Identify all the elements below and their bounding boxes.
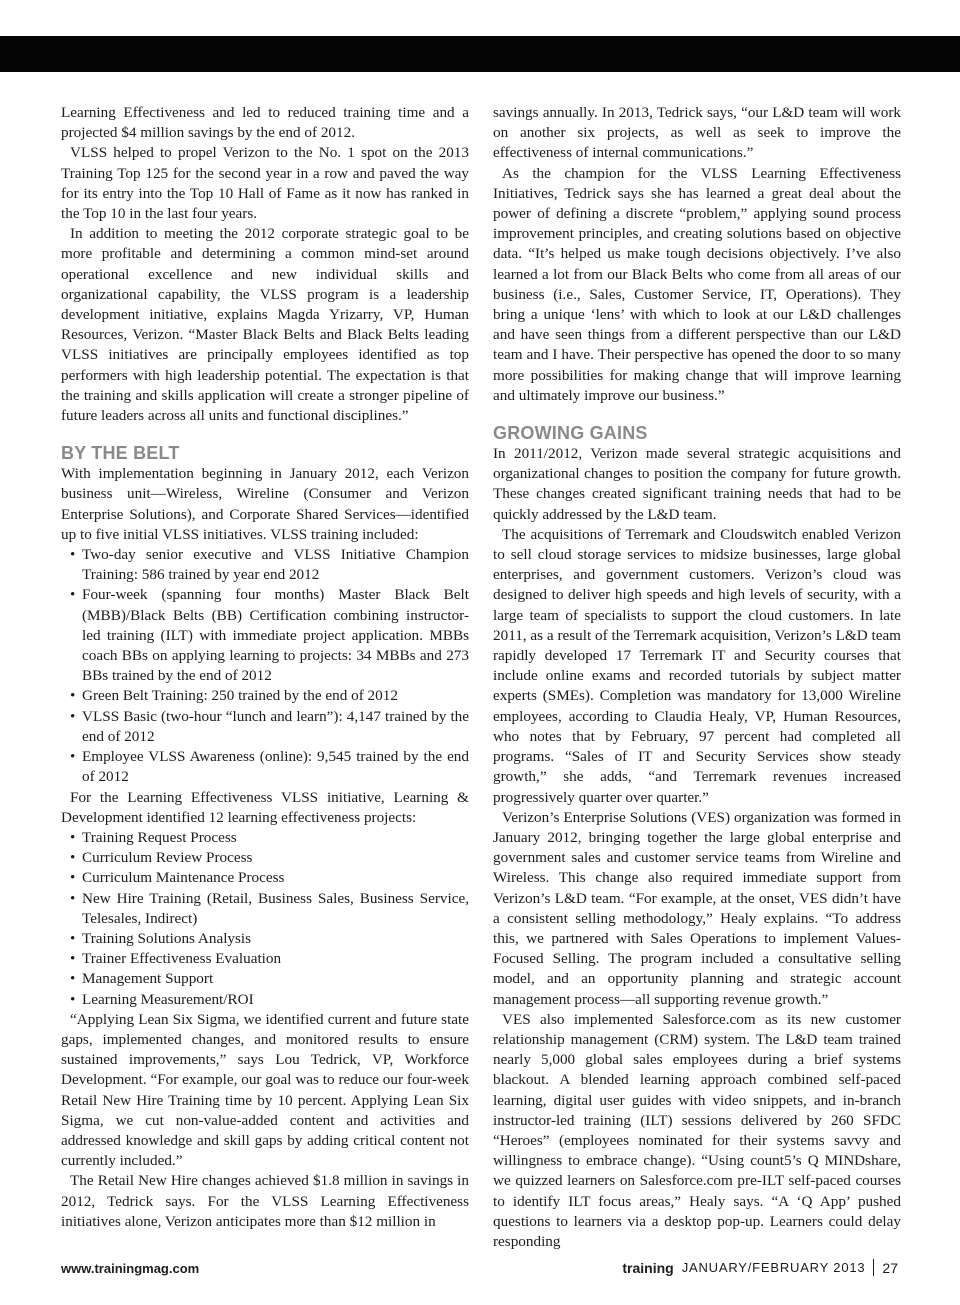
paragraph: With implementation beginning in January 2012, each Verizon business unit—Wireless, Wireline (Consumer and Verizon Enterprise Solutions), and Corporate Shared Services—identified up to five initial VLSS initiatives. VLSS training included: xyxy=(61,465,469,543)
list-item: • Trainer Effectiveness Evaluation xyxy=(61,949,469,969)
page-number: 27 xyxy=(882,1259,898,1276)
paragraph: savings annually. In 2013, Tedrick says, “our L&D team will work on another six projects, as well as seek to improve the effectiveness of internal communications.” xyxy=(493,104,901,162)
paragraph: For the Learning Effectiveness VLSS initiative, Learning & Development identified 12 learning effectiveness projects: xyxy=(61,788,469,826)
paragraph: In addition to meeting the 2012 corporate strategic goal to be more profitable and determining a common mind-set around operational excellence and new individual skills and organizational capability, the VLSS program is a leadership development initiative, explains Magda Yrizarry, VP, Human Resources, Verizon. “Master Black Belts and Black Belts leading VLSS initiatives are principally employees identified as top performers with high leadership potential. The expectation is that the training and skills application will create a stronger pipeline of future leaders across all units and functional disciplines.” xyxy=(61,225,469,425)
footer-divider xyxy=(873,1259,874,1276)
section-heading-growing-gains: GROWING GAINS xyxy=(493,423,648,444)
footer-url[interactable]: www.trainingmag.com xyxy=(61,1261,200,1276)
list-item: • Four-week (spanning four months) Master Black Belt (MBB)/Black Belts (BB) Certification combining instructor-led training (ILT) with immediate project application. MBBs coach BBs on applying learning to projects: 34 MBBs and 273 BBs trained by the end of 2012 xyxy=(61,585,469,686)
list-item: • Training Request Process xyxy=(61,828,469,848)
list-item: • VLSS Basic (two-hour “lunch and learn”): 4,147 trained by the end of 2012 xyxy=(61,707,469,747)
list-item: • New Hire Training (Retail, Business Sales, Business Service, Telesales, Indirect) xyxy=(61,889,469,929)
paragraph: Learning Effectiveness and led to reduced training time and a projected $4 million savings by the end of 2012. xyxy=(61,104,469,142)
header-bar xyxy=(0,36,960,72)
list-item: • Green Belt Training: 250 trained by the end of 2012 xyxy=(61,686,469,706)
list-item: • Management Support xyxy=(61,969,469,989)
list-item: • Curriculum Review Process xyxy=(61,848,469,868)
paragraph: VES also implemented Salesforce.com as its new customer relationship management (CRM) system. The L&D team trained nearly 5,000 global sales employees during a brief systems blackout. A blended learning approach combined self-paced learning, digital user guides with video snippets, and in-branch instructor-led training (ILT) sessions delivered by 260 SFDC “Heroes” (employees nominated for their systems savvy and willingness to embrace change). “Using count5’s Q MINDshare, we quizzed learners on Salesforce.com pre-ILT self-paced courses to identify ILT focus areas,” Healy says. “A ‘Q App’ pushed questions to learners via a desktop pop-up. Learners could delay responding xyxy=(493,1010,901,1250)
right-column xyxy=(493,103,901,1252)
list-item: • Employee VLSS Awareness (online): 9,545 trained by the end of 2012 xyxy=(61,747,469,787)
training-list xyxy=(61,545,469,787)
left-column xyxy=(61,103,469,1232)
list-item: • Two-day senior executive and VLSS Initiative Champion Training: 586 trained by year end 2012 xyxy=(61,545,469,585)
section-heading-by-the-belt: BY THE BELT xyxy=(61,443,180,464)
paragraph: The Retail New Hire changes achieved $1.8 million in savings in 2012, Tedrick says. For the VLSS Learning Effectiveness initiatives alone, Verizon anticipates more than $12 million in xyxy=(61,1172,469,1230)
list-item: • Curriculum Maintenance Process xyxy=(61,868,469,888)
paragraph: VLSS helped to propel Verizon to the No. 1 spot on the 2013 Training Top 125 for the second year in a row and paved the way for its entry into the Top 10 Hall of Fame as it now has ranked in the Top 10 in the last four years. xyxy=(61,144,469,223)
paragraph: In 2011/2012, Verizon made several strategic acquisitions and organizational changes to position the company for future growth. These changes created significant training needs that had to be quickly addressed by the L&D team. xyxy=(493,445,901,523)
projects-list xyxy=(61,828,469,1010)
footer-issue-info xyxy=(622,1259,898,1276)
paragraph: “Applying Lean Six Sigma, we identified current and future state gaps, implemented changes, and monitored results to ensure sustained improvements,” says Lou Tedrick, VP, Workforce Development. “For example, our goal was to reduce our four-week Retail New Hire Training time by 10 percent. Applying Lean Six Sigma, we cut non-value-added content and activities and addressed knowledge and skill gaps by adding critical content not currently included.” xyxy=(61,1010,469,1170)
list-item: • Learning Measurement/ROI xyxy=(61,990,469,1010)
list-item: • Training Solutions Analysis xyxy=(61,929,469,949)
paragraph: The acquisitions of Terremark and Cloudswitch enabled Verizon to sell cloud storage services to midsize businesses, large global enterprises, and government customers. Verizon’s cloud was designed to deliver high speeds and high levels of security, with a large team of specialists to support the cloud customers. In late 2011, as a result of the Terremark acquisition, Verizon’s L&D team rapidly developed 17 Terremark IT and Security courses that include online exams and recorded tutorials by subject matter experts (SMEs). Completion was mandatory for 13,000 Wireline employees, according to Claudia Healy, VP, Human Resources, who notes that by February, 97 percent had completed all programs. “Sales of IT and Security Services show steady growth,” she adds, “and Terremark revenues increased progressively quarter over quarter.” xyxy=(493,525,901,806)
paragraph: Verizon’s Enterprise Solutions (VES) organization was formed in January 2012, bringing together the large global enterprise and government sales and customer service teams from Wireline and Wireless. This change also required immediate support from Verizon’s L&D team. “For example, at the onset, VES didn’t have a consistent selling methodology,” Healy explains. “To address this, we partnered with Sales Operations to implement Values-Focused Selling. The program included a consultative selling model, and an opportunity planning and strategic account management process—all supporting revenue growth.” xyxy=(493,808,901,1008)
magazine-brand: training xyxy=(622,1259,674,1276)
paragraph: As the champion for the VLSS Learning Effectiveness Initiatives, Tedrick says she has learned a great deal about the power of defining a discrete “problem,” applying sound process improvement principles, and creating solutions based on objective data. “It’s helped us make tough decisions objectively. I’ve also learned a lot from our Black Belts who come from all areas of our business (i.e., Sales, Customer Service, IT, Operations). They bring a unique ‘lens’ with which to look at our L&D challenges and have seen things from a different perspective than our L&D team and I have. Their perspective has opened the door to so many more possibilities for making change that will improve learning and ultimately improve our business.” xyxy=(493,164,901,404)
issue-date: JANUARY/FEBRUARY 2013 xyxy=(681,1260,866,1275)
